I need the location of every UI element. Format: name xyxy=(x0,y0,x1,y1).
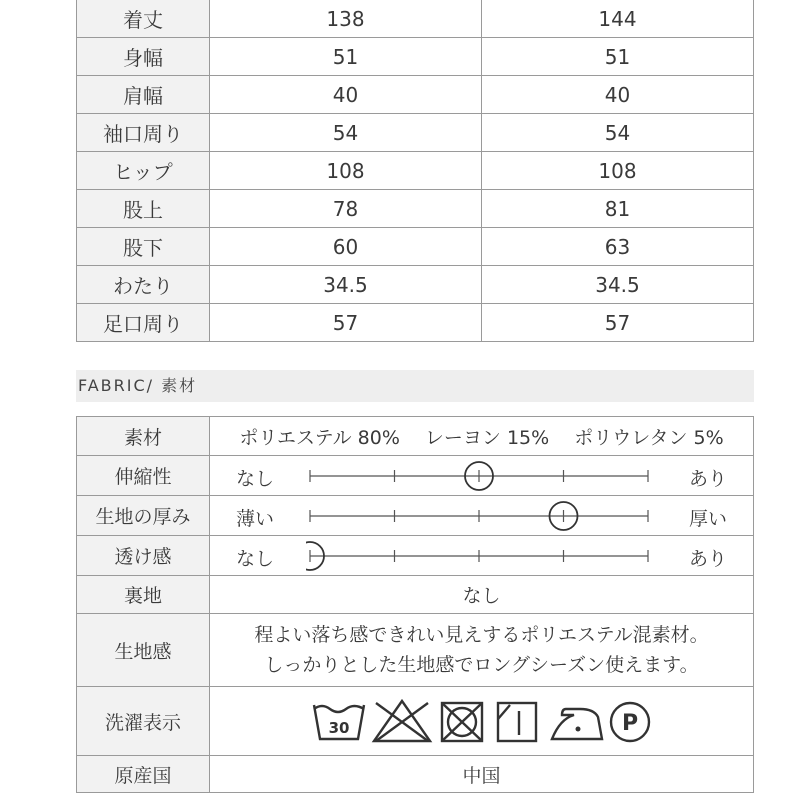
material-row xyxy=(77,417,754,456)
material-value: ポリエステル 80% レーヨン 15% ポリウレタン 5% xyxy=(210,417,754,456)
material-label: 素材 xyxy=(77,417,210,456)
sheer-high-label: あり xyxy=(688,548,727,570)
size-value-1: 40 xyxy=(210,76,482,114)
feel-description xyxy=(210,614,754,687)
size-row xyxy=(77,190,754,228)
size-value-2: 108 xyxy=(482,152,754,190)
stretch-scale-line xyxy=(306,458,652,494)
stretch-label: 伸縮性 xyxy=(77,456,210,496)
size-table xyxy=(76,0,754,342)
fabric-table xyxy=(76,416,754,793)
low-iron-icon xyxy=(552,709,602,739)
size-row xyxy=(77,152,754,190)
thickness-high-label: 厚い xyxy=(688,508,727,530)
size-value-2: 144 xyxy=(482,0,754,38)
care-symbols xyxy=(210,687,754,756)
thickness-label: 生地の厚み xyxy=(77,496,210,536)
size-value-2: 54 xyxy=(482,114,754,152)
size-value-1: 54 xyxy=(210,114,482,152)
size-value-1: 108 xyxy=(210,152,482,190)
size-value-1: 51 xyxy=(210,38,482,76)
care-label: 洗濯表示 xyxy=(77,687,210,756)
care-symbols-strip xyxy=(312,697,652,745)
origin-label: 原産国 xyxy=(77,756,210,793)
size-value-1: 34.5 xyxy=(210,266,482,304)
svg-text:P: P xyxy=(621,711,638,736)
size-row xyxy=(77,304,754,342)
origin-value: 中国 xyxy=(210,756,754,793)
size-row-label: 袖口周り xyxy=(77,114,210,152)
sheer-low-label: なし xyxy=(236,548,275,570)
feel-line-1: 程よい落ち感できれい見えするポリエステル混素材。 xyxy=(254,624,709,646)
no-tumble-dry-icon xyxy=(442,703,482,741)
sheer-scale xyxy=(210,536,754,576)
line-dry-icon xyxy=(498,703,536,741)
fabric-section-title: FABRIC/ 素材 xyxy=(78,376,198,395)
size-row-label: 股下 xyxy=(77,228,210,266)
feel-label: 生地感 xyxy=(77,614,210,687)
sheer-label: 透け感 xyxy=(77,536,210,576)
stretch-low-label: なし xyxy=(236,468,275,490)
size-value-2: 63 xyxy=(482,228,754,266)
size-row xyxy=(77,0,754,38)
size-row xyxy=(77,266,754,304)
wash-temperature: 30 xyxy=(328,719,349,737)
thickness-low-label: 薄い xyxy=(236,508,275,530)
stretch-row xyxy=(77,456,754,496)
lining-value: なし xyxy=(210,576,754,614)
size-row-label: わたり xyxy=(77,266,210,304)
size-row-label: ヒップ xyxy=(77,152,210,190)
size-value-2: 81 xyxy=(482,190,754,228)
lining-label: 裏地 xyxy=(77,576,210,614)
size-value-2: 51 xyxy=(482,38,754,76)
size-row xyxy=(77,38,754,76)
stretch-scale xyxy=(210,456,754,496)
size-row-label: 着丈 xyxy=(77,0,210,38)
size-row-label: 足口周り xyxy=(77,304,210,342)
size-row-label: 股上 xyxy=(77,190,210,228)
stretch-high-label: あり xyxy=(688,468,727,490)
size-row xyxy=(77,76,754,114)
size-value-1: 78 xyxy=(210,190,482,228)
origin-row xyxy=(77,756,754,793)
wash-30-icon xyxy=(314,705,364,739)
feel-line-2: しっかりとした生地感でロングシーズン使えます。 xyxy=(264,654,699,676)
thickness-row xyxy=(77,496,754,536)
size-row-label: 身幅 xyxy=(77,38,210,76)
size-row-label: 肩幅 xyxy=(77,76,210,114)
size-value-2: 34.5 xyxy=(482,266,754,304)
sheer-scale-line xyxy=(306,538,652,574)
thickness-scale-line xyxy=(306,498,652,534)
fabric-section-header xyxy=(76,370,754,402)
size-value-1: 57 xyxy=(210,304,482,342)
sheer-row xyxy=(77,536,754,576)
size-value-2: 57 xyxy=(482,304,754,342)
size-value-1: 60 xyxy=(210,228,482,266)
size-value-2: 40 xyxy=(482,76,754,114)
lining-row xyxy=(77,576,754,614)
dry-clean-p-icon xyxy=(611,703,649,741)
feel-row xyxy=(77,614,754,687)
thickness-scale xyxy=(210,496,754,536)
size-value-1: 138 xyxy=(210,0,482,38)
size-row xyxy=(77,228,754,266)
size-row xyxy=(77,114,754,152)
care-row xyxy=(77,687,754,756)
no-bleach-icon xyxy=(374,701,430,741)
